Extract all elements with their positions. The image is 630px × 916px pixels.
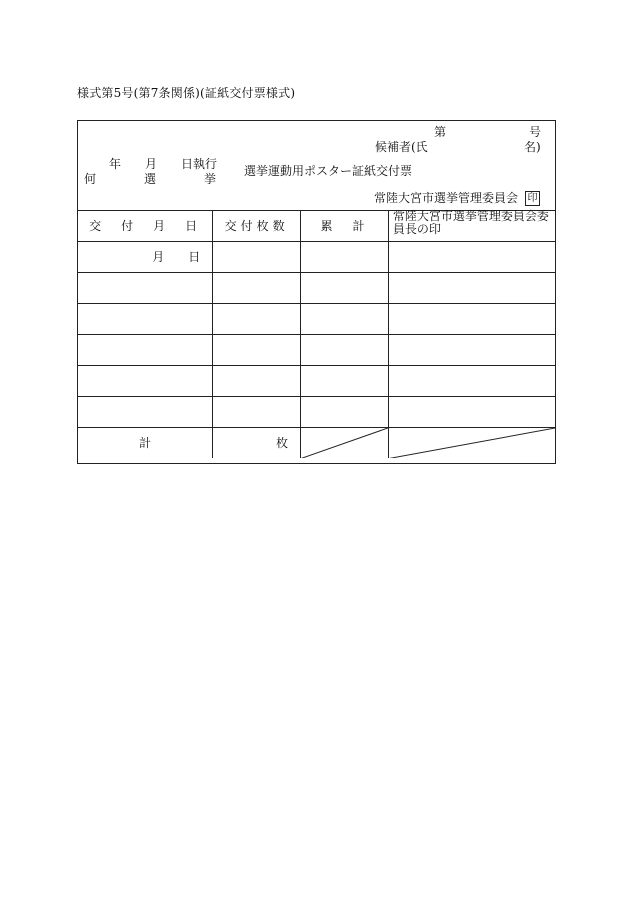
issuer-name: 常陸大宮市選挙管理委員会 <box>374 191 519 205</box>
header-issue-count: 交付枚数 <box>213 210 301 241</box>
date-cell <box>78 365 213 396</box>
cumulative-cell <box>301 303 389 334</box>
table-row <box>78 365 555 396</box>
count-cell <box>213 365 301 396</box>
issue-table <box>78 210 555 458</box>
total-unit: 枚 <box>213 427 301 458</box>
seal-diagonal-cell <box>388 427 555 458</box>
cumulative-cell <box>301 365 389 396</box>
cumulative-cell <box>301 272 389 303</box>
seal-cell <box>388 334 555 365</box>
seal-cell <box>388 272 555 303</box>
candidate-suffix: 名) <box>524 140 541 154</box>
table-total-row <box>78 427 555 458</box>
seal-cell <box>388 396 555 427</box>
seal-cell <box>388 303 555 334</box>
cumulative-cell <box>301 334 389 365</box>
date-cell <box>78 396 213 427</box>
count-cell <box>213 396 301 427</box>
candidate-prefix: 候補者(氏 <box>375 140 428 154</box>
cumulative-cell <box>301 396 389 427</box>
date-line: 年 月 日執行 <box>109 157 218 171</box>
count-cell <box>213 241 301 272</box>
diagonal-line <box>301 428 388 459</box>
table-row <box>78 396 555 427</box>
date-cell <box>78 272 213 303</box>
table-row <box>78 334 555 365</box>
table-row <box>78 272 555 303</box>
cumulative-cell <box>301 241 389 272</box>
election-line: 何 選 挙 <box>84 172 217 186</box>
header-cumulative: 累 計 <box>301 210 389 241</box>
form-header <box>78 121 556 211</box>
header-issue-date: 交 付 月 日 <box>78 210 213 241</box>
form-title: 選挙運動用ポスター証紙交付票 <box>244 164 413 178</box>
diagonal-line <box>389 428 555 459</box>
certificate-form <box>77 120 556 464</box>
table-row <box>78 241 555 272</box>
cumulative-diagonal-cell <box>301 427 389 458</box>
seal-cell <box>388 365 555 396</box>
total-label: 計 <box>78 427 213 458</box>
date-cell <box>78 334 213 365</box>
count-cell <box>213 272 301 303</box>
date-cell: 月 日 <box>78 241 213 272</box>
number-go: 号 <box>529 125 542 139</box>
number-dai: 第 <box>434 125 447 139</box>
header-chairman-seal: 常陸大宮市選挙管理委員会委員長の印 <box>388 210 555 241</box>
count-cell <box>213 334 301 365</box>
count-cell <box>213 303 301 334</box>
table-header-row <box>78 210 555 241</box>
seal-cell <box>388 241 555 272</box>
date-cell <box>78 303 213 334</box>
table-row <box>78 303 555 334</box>
form-caption: 様式第5号(第7条関係)(証紙交付票様式) <box>77 86 296 100</box>
seal-mark: 印 <box>525 191 540 206</box>
